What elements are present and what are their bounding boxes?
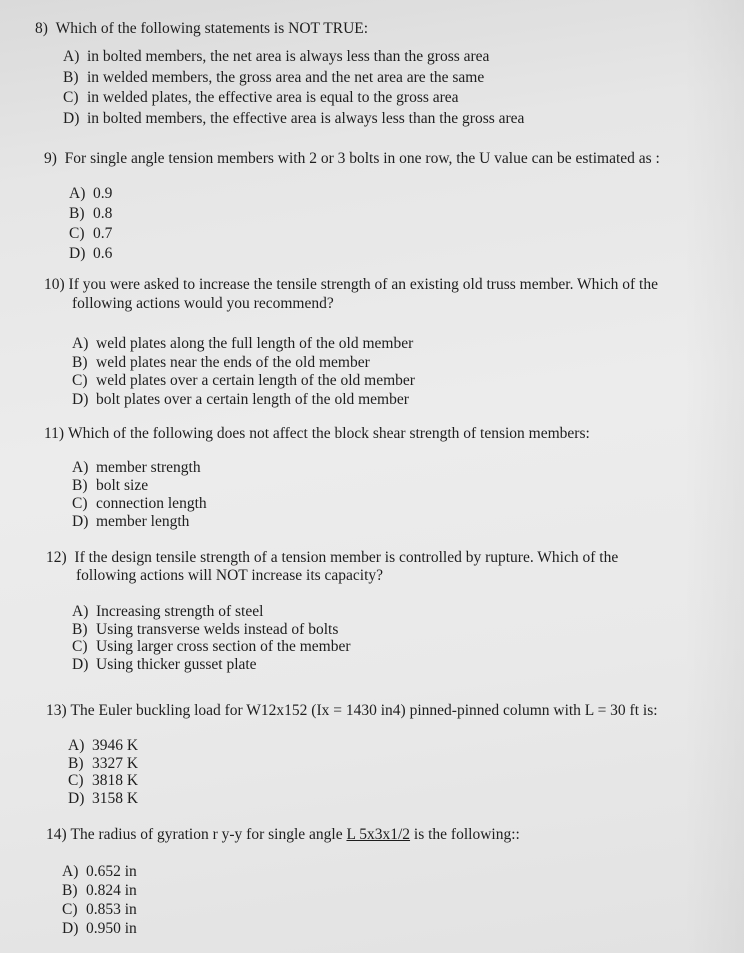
option-d[interactable]	[72, 513, 590, 531]
question-8	[35, 20, 524, 129]
question-10	[44, 276, 658, 409]
option-text: weld plates over a certain length of the old member	[96, 372, 415, 389]
option-d[interactable]	[68, 790, 658, 808]
question-text: Which of the following does not affect the block shear strength of tension members:	[67, 425, 590, 442]
option-letter: B)	[72, 353, 88, 371]
option-letter: B)	[68, 754, 84, 772]
question-text: If you were asked to increase the tensile strength of an existing old truss member. Which of the	[68, 276, 658, 293]
question-stem	[44, 150, 660, 168]
option-text: 0.652 in	[86, 863, 137, 880]
option-a[interactable]	[72, 459, 590, 477]
option-list	[72, 335, 658, 409]
option-a[interactable]	[72, 603, 618, 621]
option-a[interactable]	[69, 184, 660, 204]
question-14	[46, 826, 520, 938]
option-b[interactable]	[63, 68, 524, 89]
option-text: weld plates along the full length of the old member	[96, 335, 414, 352]
option-b[interactable]	[69, 204, 660, 224]
option-c[interactable]	[62, 900, 520, 919]
option-text: 0.824 in	[86, 882, 137, 899]
option-letter: B)	[63, 68, 79, 86]
option-text: in welded plates, the effective area is equal to the gross area	[87, 89, 459, 106]
option-list	[62, 862, 520, 938]
option-letter: B)	[62, 882, 78, 899]
option-text: 0.9	[93, 185, 113, 202]
option-letter: A)	[62, 863, 79, 880]
option-list	[69, 184, 660, 264]
question-text: For single angle tension members with 2 or 3 bolts in one row, the U value can be estimated as :	[64, 150, 660, 167]
question-11	[44, 425, 590, 531]
question-text-continued: following actions would you recommend?	[72, 295, 334, 312]
option-c[interactable]	[68, 772, 658, 790]
option-d[interactable]	[63, 109, 524, 130]
option-letter: C)	[68, 772, 84, 789]
option-text: bolt size	[96, 477, 149, 494]
option-text: 0.8	[93, 205, 113, 222]
question-number: 8)	[35, 20, 48, 37]
question-number: 10)	[44, 276, 65, 293]
option-text: 3158 K	[92, 789, 139, 807]
angle-designation: L 5x3x1/2	[346, 826, 411, 843]
option-text: member length	[96, 513, 190, 530]
option-d[interactable]	[62, 919, 520, 938]
option-text: in bolted members, the net area is always less than the gross area	[87, 48, 490, 65]
option-letter: A)	[63, 48, 80, 65]
option-b[interactable]	[72, 477, 590, 495]
option-letter: B)	[72, 620, 88, 638]
option-text: 0.7	[93, 225, 113, 242]
question-13	[46, 702, 658, 807]
option-list	[68, 737, 658, 807]
option-letter: D)	[72, 655, 89, 673]
option-b[interactable]	[68, 755, 658, 773]
question-stem	[35, 20, 524, 38]
question-number: 14)	[46, 826, 67, 843]
option-d[interactable]	[72, 656, 618, 674]
option-c[interactable]	[63, 88, 524, 109]
option-text: 3327 K	[92, 754, 139, 772]
option-text: in welded members, the gross area and the net area are the same	[87, 68, 485, 86]
option-letter: D)	[72, 390, 89, 408]
option-c[interactable]	[72, 638, 618, 656]
page-edge-shadow	[684, 0, 744, 953]
option-text: 3818 K	[92, 772, 139, 789]
question-12	[46, 549, 618, 673]
option-a[interactable]	[72, 335, 658, 354]
question-stem	[46, 549, 618, 567]
question-9	[44, 150, 660, 264]
option-c[interactable]	[72, 495, 590, 513]
option-list	[72, 459, 590, 531]
option-letter: C)	[72, 638, 88, 655]
option-list	[72, 603, 618, 673]
question-number: 13)	[46, 702, 67, 719]
question-number: 11)	[44, 425, 65, 442]
option-text: 0.6	[93, 245, 113, 262]
option-text: in bolted members, the effective area is always less than the gross area	[87, 109, 525, 127]
option-letter: D)	[63, 109, 80, 127]
option-d[interactable]	[72, 391, 658, 410]
question-stem	[44, 425, 590, 443]
question-stem	[44, 276, 658, 294]
question-text-end: is the following::	[410, 826, 520, 843]
option-b[interactable]	[62, 881, 520, 900]
option-letter: B)	[72, 477, 88, 494]
option-a[interactable]	[68, 737, 658, 755]
question-number: 9)	[44, 150, 57, 167]
option-text: weld plates near the ends of the old member	[96, 353, 370, 371]
option-letter: D)	[62, 920, 79, 937]
option-letter: C)	[62, 901, 78, 918]
option-letter: B)	[69, 205, 85, 222]
option-letter: A)	[72, 603, 89, 620]
option-letter: C)	[72, 495, 88, 512]
option-text: Increasing strength of steel	[96, 603, 264, 620]
option-c[interactable]	[72, 372, 658, 391]
question-text: Which of the following statements is NOT TRUE:	[55, 20, 369, 37]
option-letter: C)	[69, 225, 85, 242]
question-number: 12)	[46, 549, 67, 566]
option-text: 0.950 in	[86, 920, 137, 937]
option-letter: A)	[72, 335, 89, 352]
option-letter: C)	[63, 89, 79, 106]
option-letter: A)	[69, 185, 86, 202]
option-letter: D)	[72, 513, 89, 530]
option-letter: A)	[72, 459, 89, 476]
option-text: Using larger cross section of the member	[96, 638, 351, 655]
option-b[interactable]	[72, 354, 658, 373]
option-a[interactable]	[62, 862, 520, 881]
question-text: The Euler buckling load for W12x152 (Ix = 1430 in4) pinned-pinned column with L = 30 ft is:	[70, 702, 658, 719]
option-text: Using thicker gusset plate	[96, 655, 257, 673]
option-text: 0.853 in	[86, 901, 137, 918]
question-stem	[46, 826, 520, 844]
question-text-continued: following actions will NOT increase its capacity?	[76, 567, 384, 584]
option-c[interactable]	[69, 224, 660, 244]
option-text: connection length	[96, 495, 207, 512]
option-letter: A)	[68, 737, 85, 754]
option-letter: C)	[72, 372, 88, 389]
option-text: Using transverse welds instead of bolts	[96, 620, 339, 638]
option-d[interactable]	[69, 244, 660, 264]
option-a[interactable]	[63, 47, 524, 68]
option-letter: D)	[69, 245, 86, 262]
option-text: bolt plates over a certain length of the old member	[96, 390, 409, 408]
option-text: member strength	[96, 459, 201, 476]
option-letter: D)	[68, 789, 85, 807]
question-text: The radius of gyration r y-y for single angle	[70, 826, 347, 843]
question-text: If the design tensile strength of a tension member is controlled by rupture. Which of the	[74, 549, 619, 566]
question-stem	[46, 702, 658, 720]
option-text: 3946 K	[92, 737, 139, 754]
option-list	[63, 47, 524, 129]
option-b[interactable]	[72, 621, 618, 639]
